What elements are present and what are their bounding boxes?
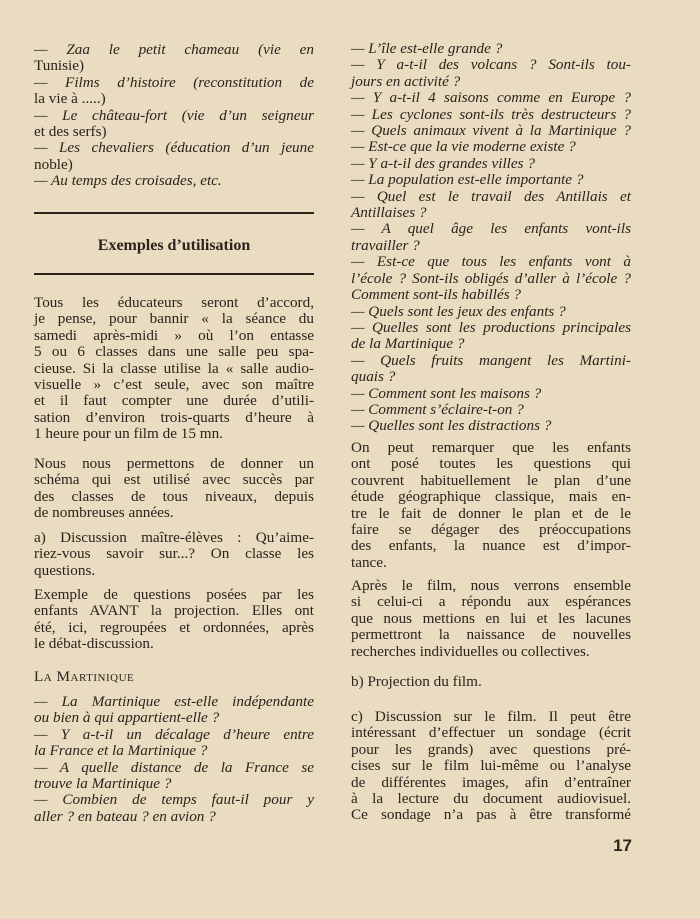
- section-heading: Exemples d’utilisation: [97, 237, 251, 254]
- paragraph-educateurs: Tous les éducateurs seront d’accord, je pense, pour bannir « la séance du samedi après-midi » où l’on entasse 5 ou 6 classes dans une salle peu spa- cieuse. Si la classe utilise la « salle audio- visuelle » c’est seule, avec son maître et il faut compter une durée d’utili- sation d’environ trois-quarts d’heure à 1 heure pour un film de 15 mn.: [34, 294, 314, 443]
- section-rule-top: [34, 212, 314, 214]
- film-list: — Zaa le petit chameau (vie en Tunisie) — Films d’histoire (reconstitution de la vie à .....) — Le château-fort (vie d’un seigneur et des serfs) — Les chevaliers (éducation d’un jeune noble) — Au temps des croisades, etc.: [34, 41, 314, 190]
- paragraph-projection: b) Projection du film.: [351, 673, 482, 690]
- paragraph-exemple: Exemple de questions posées par les enfants AVANT la projection. Elles ont été, ici, regroupées et ordonnées, après le débat-discussion.: [34, 586, 314, 653]
- paragraph-remarque: On peut remarquer que les enfants ont posé toutes les questions qui couvrent habituellement le plan d’une étude géographique classique, mais en- tre le fait de donner le plan et de le faire se dégager des préoccupations des enfants, la nuance est d’impor- tance.: [351, 439, 631, 571]
- film-item-chevaliers: — Les chevaliers (éducation d’un jeune: [34, 139, 314, 157]
- paragraph-discussion: a) Discussion maître-élèves : Qu’aime- riez-vous savoir sur...? On classe les questions.: [34, 529, 314, 579]
- paragraph-apres-film: Après le film, nous verrons ensemble si celui-ci a répondu aux espérances que nous mettions en lui et les lacunes permettront la naissance de nouvelles recherches individuelles ou collectives.: [351, 577, 631, 660]
- film-item-histoire: — Films d’histoire (reconstitution de: [34, 73, 314, 91]
- question-list-right: — L’île est-elle grande ? — Y a-t-il des volcans ? Sont-ils tou- jours en activité ? — Y a-t-il 4 saisons comme en Europe ? — Les cyclones sont-ils très destructeurs ? — Quels animaux vivent à la Martinique ? — Est-ce que la vie moderne existe ? — Y a-t-il des grandes villes ? — La population est-elle importante ? — Quel est le travail des Antillais et Antillaises ? — A quel âge les enfants vont-ils travailler ? — Est-ce que tous les enfants vont à l’école ? Sont-ils obligés d’aller à l’école ? Comment sont-ils habillés ? — Quels sont les jeux des enfants ? — Quelles sont les productions principales de la Martinique ? — Quels fruits mangent les Martini- quais ? — Comment sont les maisons ? — Comment s’éclaire-t-on ? — Quelles sont les distractions ?: [351, 40, 631, 435]
- film-item-croisades: — Au temps des croisades, etc.: [34, 172, 222, 190]
- page-number: 17: [613, 836, 632, 855]
- section-rule-bottom: [34, 273, 314, 275]
- film-item-chateau: — Le château-fort (vie d’un seigneur: [34, 106, 314, 124]
- film-item-zaa: — Zaa le petit chameau (vie en: [34, 41, 314, 58]
- subheading-martinique: La Martinique: [34, 668, 135, 685]
- question-list-left: — La Martinique est-elle indépendante ou bien à qui appartient-elle ? — Y a-t-il un décalage d’heure entre la France et la Martinique ? — A quelle distance de la France se trouve la Martinique ? — Combien de temps faut-il pour y aller ? en bateau ? en avion ?: [34, 693, 314, 825]
- paragraph-schema: Nous nous permettons de donner un schéma qui est utilisé avec succès par des classes de tous niveaux, depuis de nombreuses années.: [34, 455, 314, 522]
- paragraph-discussion-film: c) Discussion sur le film. Il peut être intéressant d’effectuer un sondage (écrit pour les grands) avec questions pré- cises sur le film lui-même ou l’analyse de différentes images, afin d’entraîner à la lecture du document audiovisuel. Ce sondage n’a pas à être transformé: [351, 708, 631, 824]
